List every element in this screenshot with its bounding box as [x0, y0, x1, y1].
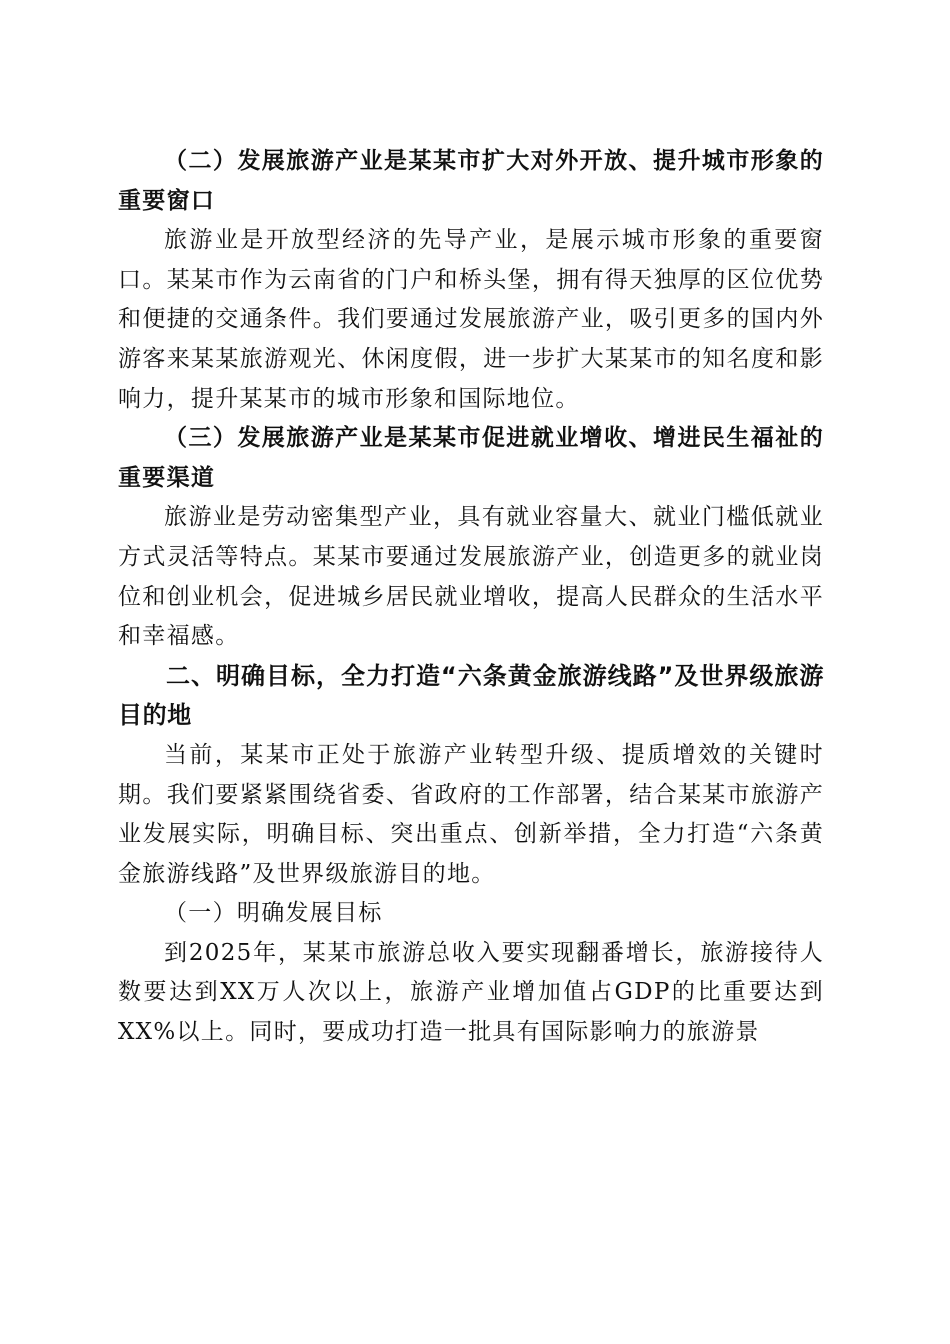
section-heading: 二、明确目标，全力打造“六条黄金旅游线路”及世界级旅游目的地	[118, 661, 824, 730]
body-paragraph: 旅游业是开放型经济的先导产业，是展示城市形象的重要窗口。某某市作为云南省的门户和桥头堡，拥有得天独厚的区位优势和便捷的交通条件。我们要通过发展旅游产业，吸引更多的国内外游客来某某旅游观光、休闲度假，进一步扩大某某市的知名度和影响力，提升某某市的城市形象和国际地位。	[118, 227, 824, 412]
document-body	[118, 142, 824, 1053]
section-subheading: （一）明确发展目标	[164, 900, 383, 927]
body-paragraph: 当前，某某市正处于旅游产业转型升级、提质增效的关键时期。我们要紧紧围绕省委、省政府的工作部署，结合某某市旅游产业发展实际，明确目标、突出重点、创新举措，全力打造“六条黄金旅游线路”及世界级旅游目的地。	[118, 741, 824, 887]
body-paragraph: 旅游业是劳动密集型产业，具有就业容量大、就业门槛低就业方式灵活等特点。某某市要通过发展旅游产业，创造更多的就业岗位和创业机会，促进城乡居民就业增收，提高人民群众的生活水平和幸福感。	[118, 504, 824, 650]
body-paragraph: 到2025年，某某市旅游总收入要实现翻番增长，旅游接待人数要达到XX万人次以上，旅游产业增加值占GDP的比重要达到XX%以上。同时，要成功打造一批具有国际影响力的旅游景	[118, 939, 824, 1046]
section-subheading: （三）发展旅游产业是某某市促进就业增收、增进民生福祉的重要渠道	[118, 425, 824, 491]
section-subheading: （二）发展旅游产业是某某市扩大对外开放、提升城市形象的重要窗口	[118, 148, 824, 214]
